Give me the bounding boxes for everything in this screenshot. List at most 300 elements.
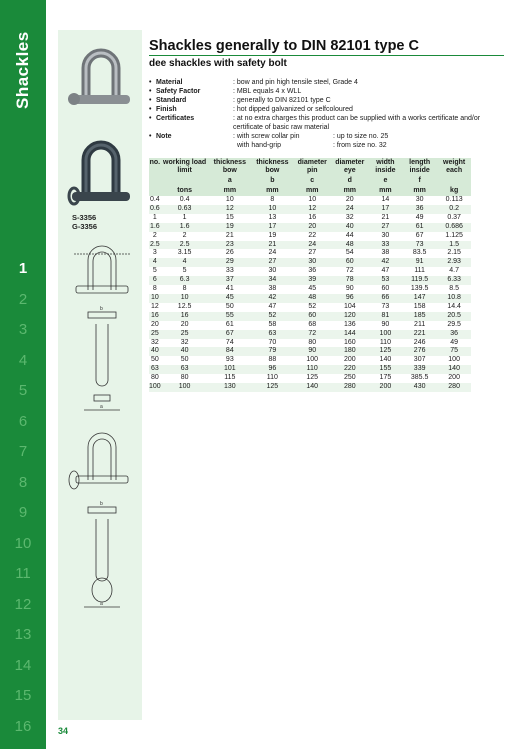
- spec-row: [149, 105, 509, 114]
- table-cell: 36: [308, 267, 317, 275]
- table-cell: 83.5: [412, 249, 427, 257]
- table-cell: 27: [308, 249, 317, 257]
- table-row: [149, 383, 471, 392]
- spec-value: : at no extra charges this product can be supplied with a works certificate and/or certificate of basic raw material: [233, 115, 481, 131]
- table-cell: 8.5: [449, 285, 459, 293]
- chapter-title: Shackles: [13, 31, 32, 109]
- table-headers-cell: no.: [149, 158, 161, 176]
- table-units-cell: [149, 186, 161, 196]
- table-cell: 80: [308, 338, 317, 346]
- spec-label: • Finish: [149, 105, 233, 114]
- table-cell: 0.4: [179, 196, 190, 203]
- table-cell: 221: [402, 330, 437, 339]
- table-cell: 61: [402, 223, 437, 232]
- table-cell: 84: [209, 347, 252, 356]
- table-cell: 75: [437, 347, 471, 356]
- chapter-number-16: 16: [14, 717, 32, 735]
- table-cell: 61: [225, 320, 234, 328]
- table-cell: 21: [251, 241, 294, 250]
- spec-list: [149, 78, 509, 150]
- table-cell: 4.7: [449, 267, 459, 275]
- table-cell: 13: [268, 213, 277, 221]
- table-row: [149, 196, 471, 205]
- table-row: [149, 214, 471, 223]
- table-cell: 8: [270, 196, 275, 203]
- table-cell: 70: [268, 338, 277, 346]
- table-cell: 119.5: [402, 276, 437, 285]
- table-cell: 246: [413, 338, 426, 346]
- table-cell: 147: [402, 294, 437, 303]
- table-row: [149, 241, 471, 250]
- spec-label: • Note: [149, 132, 233, 150]
- table-cell: 30: [268, 267, 277, 275]
- technical-drawing-hand-grip: [64, 425, 140, 615]
- table-cell: 0.4: [149, 196, 160, 203]
- table-cell: 81: [369, 312, 402, 321]
- table-cell: 10: [308, 196, 317, 203]
- table-cell: 27: [251, 258, 294, 267]
- table-cell: 140: [379, 356, 392, 364]
- table-cell: 30: [415, 196, 424, 203]
- table-cell: 93: [225, 356, 234, 364]
- table-cell: 14: [381, 196, 390, 203]
- table-cell: 200: [343, 356, 356, 364]
- table-cell: 40: [150, 347, 159, 355]
- chapter-number-3: 3: [18, 321, 28, 338]
- note-hand-grip: with hand-grip: [237, 142, 281, 149]
- table-cell: 23: [209, 241, 252, 250]
- table-cell: 130: [209, 383, 252, 392]
- dimension-label-b-2: b: [100, 501, 103, 507]
- spec-label: • Safety Factor: [149, 87, 233, 96]
- table-row: [149, 356, 471, 365]
- table-row: [149, 267, 471, 276]
- table-cell: 5: [182, 267, 187, 275]
- table-cell: 100: [149, 383, 161, 391]
- table-cell: 17: [369, 205, 402, 214]
- table-cell: 47: [268, 302, 277, 310]
- table-cell: 155: [369, 365, 402, 374]
- chapter-sidebar: [0, 0, 46, 749]
- table-headers-cell: weight each: [437, 158, 471, 176]
- table-cell: 30: [294, 258, 331, 267]
- table-cell: 38: [381, 249, 390, 257]
- table-headers-cell: diameter eye: [331, 158, 369, 176]
- table-cell: 100: [306, 356, 319, 364]
- table-cell: 175: [379, 374, 392, 382]
- table-cell: 3.15: [177, 249, 192, 257]
- table-cell: 36: [437, 330, 471, 339]
- table-cell: 339: [402, 365, 437, 374]
- table-cell: 38: [268, 285, 277, 293]
- table-cell: 125: [306, 374, 319, 382]
- table-cell: 32: [180, 338, 189, 346]
- table-cell: 211: [414, 320, 426, 328]
- table-cell: 20: [345, 196, 354, 203]
- note-screw-pin: : with screw collar pin: [233, 133, 300, 140]
- table-cell: 6: [149, 276, 161, 285]
- table-letter-row: [149, 176, 471, 186]
- table-cell: 0.113: [445, 196, 463, 203]
- table-cell: 144: [331, 330, 369, 339]
- table-row: [149, 223, 471, 232]
- shackle-photo-selfcoloured: [66, 132, 136, 212]
- spec-row-note: [149, 132, 509, 150]
- table-cell: 54: [345, 249, 354, 257]
- table-body: [149, 196, 471, 392]
- table-cell: 5: [152, 267, 157, 275]
- table-headers-cell: diameter pin: [294, 158, 331, 176]
- table-cell: 136: [343, 320, 356, 328]
- page-title: Shackles generally to DIN 82101 type C: [149, 38, 419, 54]
- table-units-cell: mm: [251, 186, 294, 196]
- chapter-number-14: 14: [14, 656, 32, 674]
- table-cell: 125: [369, 347, 402, 356]
- table-cell: 47: [381, 267, 390, 275]
- table-cell: 45: [209, 294, 252, 303]
- table-cell: 44: [345, 231, 354, 239]
- table-cell: 100: [448, 356, 460, 364]
- table-units-cell: kg: [437, 186, 471, 196]
- table-unit-row: [149, 186, 471, 196]
- table-cell: 139.5: [410, 285, 429, 293]
- table-cell: 140: [437, 365, 471, 374]
- table-cell: 12: [294, 205, 331, 214]
- table-cell: 48: [294, 294, 331, 303]
- table-row: [149, 294, 471, 303]
- table-cell: 1.125: [445, 231, 463, 239]
- table-cell: 63: [251, 330, 294, 339]
- table-cell: 12: [209, 205, 252, 214]
- table-cell: 29: [209, 258, 252, 267]
- table-cell: 2.93: [437, 258, 471, 267]
- table-cell: 17: [251, 223, 294, 232]
- table-cell: 430: [402, 383, 437, 392]
- table-cell: 72: [345, 267, 354, 275]
- table-cell: 8: [182, 285, 187, 293]
- table-cell: 42: [369, 258, 402, 267]
- shackle-photo-galvanized: [66, 40, 136, 110]
- table-cell: 125: [251, 383, 294, 392]
- table-cell: 32: [150, 338, 159, 346]
- table-cell: 0.2: [437, 205, 471, 214]
- spec-row: [149, 114, 509, 132]
- table-letters-cell: [437, 176, 471, 186]
- chapter-number-10: 10: [14, 534, 32, 552]
- table-cell: 2: [152, 231, 157, 239]
- table-headers-cell: working load limit: [161, 158, 209, 176]
- table-cell: 24: [268, 249, 277, 257]
- table-cell: 1.5: [437, 241, 471, 250]
- title-divider: [149, 55, 504, 56]
- note-hand-grip-size: : from size no. 32: [333, 142, 387, 149]
- technical-drawing-screw-pin: [64, 240, 140, 420]
- table-cell: 21: [225, 231, 234, 239]
- table-cell: 100: [161, 383, 209, 392]
- table-cell: 385.5: [410, 374, 429, 382]
- table-cell: 104: [343, 302, 356, 310]
- table-cell: 52: [251, 312, 294, 321]
- table-cell: 42: [251, 294, 294, 303]
- table-cell: 1.6: [149, 222, 160, 230]
- chapter-number-6: 6: [18, 412, 28, 430]
- table-cell: 36: [402, 205, 437, 214]
- spec-value: : hot dipped galvanized or selfcoloured: [233, 106, 353, 113]
- spec-value: : MBL equals 4 x WLL: [233, 88, 302, 95]
- table-letters-cell: c: [294, 176, 331, 186]
- table-cell: 80: [180, 374, 189, 382]
- table-cell: 63: [150, 365, 159, 373]
- table-cell: 90: [381, 320, 390, 328]
- table-cell: 2: [182, 231, 187, 239]
- table-cell: 40: [331, 223, 369, 232]
- table-cell: 6.33: [437, 276, 471, 285]
- table-letters-cell: f: [402, 176, 437, 186]
- note-screw-pin-size: : up to size no. 25: [333, 133, 389, 140]
- table-cell: 158: [413, 302, 426, 310]
- table-letters-cell: [161, 176, 209, 186]
- table-letters-cell: d: [331, 176, 369, 186]
- table-cell: 180: [331, 347, 369, 356]
- table-headers-cell: length inside: [402, 158, 437, 176]
- table-cell: 307: [413, 356, 426, 364]
- table-cell: 200: [448, 374, 460, 382]
- table-row: [149, 249, 471, 258]
- table-row: [149, 258, 471, 267]
- table-row: [149, 339, 471, 348]
- table-row: [149, 321, 471, 330]
- table-cell: 20: [180, 320, 189, 328]
- table-cell: 0.63: [161, 205, 209, 214]
- table-row: [149, 276, 471, 285]
- table-headers-cell: thickness bow: [251, 158, 294, 176]
- table-cell: 49: [415, 213, 424, 221]
- table-cell: 67: [209, 330, 252, 339]
- page-number: 34: [58, 726, 69, 736]
- chapter-number-1: 1: [18, 260, 28, 277]
- table-cell: 4: [149, 258, 161, 267]
- table-cell: 1: [152, 213, 157, 221]
- chapter-number-5: 5: [18, 382, 28, 399]
- table-cell: 91: [402, 258, 437, 267]
- table-cell: 74: [225, 338, 234, 346]
- table-cell: 110: [266, 374, 278, 382]
- chapter-number-13: 13: [14, 626, 32, 643]
- table-cell: 33: [225, 267, 234, 275]
- table-cell: 101: [209, 365, 252, 374]
- table-cell: 10.8: [437, 294, 471, 303]
- table-cell: 50: [150, 356, 159, 364]
- table-cell: 19: [209, 223, 252, 232]
- table-cell: 21: [381, 213, 390, 221]
- spec-row: [149, 87, 509, 96]
- dimension-label-a-2: a: [100, 601, 103, 607]
- table-cell: 10: [150, 293, 159, 301]
- table-cell: 39: [294, 276, 331, 285]
- table-cell: 280: [331, 383, 369, 392]
- product-code-selfcoloured: G-3356: [72, 222, 98, 231]
- chapter-number-8: 8: [18, 473, 28, 491]
- table-cell: 73: [381, 302, 390, 310]
- chapter-number-12: 12: [14, 595, 32, 613]
- table-cell: 120: [331, 312, 369, 321]
- table-cell: 66: [369, 294, 402, 303]
- spec-value: : bow and pin high tensile steel, Grade 4: [233, 79, 358, 86]
- table-cell: 115: [224, 374, 236, 382]
- table-cell: 2.15: [447, 249, 461, 257]
- table-row: [149, 374, 471, 383]
- spec-value: : generally to DIN 82101 type C: [233, 97, 331, 104]
- table-cell: 8: [152, 285, 157, 293]
- page-subtitle: dee shackles with safety bolt: [149, 58, 287, 69]
- table-cell: 41: [225, 285, 234, 293]
- table-cell: 1.6: [161, 223, 209, 232]
- table-cell: 68: [308, 320, 317, 328]
- table-cell: 67: [415, 231, 424, 239]
- table-cell: 26: [225, 249, 234, 257]
- table-cell: 60: [294, 312, 331, 321]
- table-row: [149, 347, 471, 356]
- table-cell: 53: [369, 276, 402, 285]
- table-units-cell: mm: [294, 186, 331, 196]
- table-cell: 88: [268, 356, 277, 364]
- table-cell: 0.37: [447, 213, 461, 221]
- table-row: [149, 312, 471, 321]
- table-cell: 55: [209, 312, 252, 321]
- table-cell: 50: [225, 302, 234, 310]
- table-cell: 276: [402, 347, 437, 356]
- table-cell: 48: [331, 241, 369, 250]
- product-code-galvanized: S-3356: [72, 213, 97, 222]
- table-cell: 40: [161, 347, 209, 356]
- table-cell: 185: [402, 312, 437, 321]
- table-row: [149, 205, 471, 214]
- table-cell: 90: [294, 347, 331, 356]
- table-letters-cell: [149, 176, 161, 186]
- table-cell: 52: [308, 302, 317, 310]
- table-cell: 25: [161, 330, 209, 339]
- table-row: [149, 303, 471, 312]
- chapter-number-4: 4: [18, 351, 28, 369]
- table-header-row: [149, 158, 471, 176]
- table-cell: 73: [402, 241, 437, 250]
- table-letters-cell: a: [209, 176, 252, 186]
- table-letters-cell: e: [369, 176, 402, 186]
- table-units-cell: tons: [161, 186, 209, 196]
- table-cell: 60: [381, 285, 390, 293]
- table-cell: 63: [161, 365, 209, 374]
- table-cell: 58: [268, 320, 277, 328]
- dimension-label-b: b: [100, 306, 103, 312]
- table-cell: 0.686: [437, 223, 471, 232]
- table-cell: 27: [369, 223, 402, 232]
- table-cell: 22: [308, 231, 317, 239]
- table-cell: 49: [450, 338, 459, 346]
- spec-row: [149, 78, 509, 87]
- table-cell: 6.3: [161, 276, 209, 285]
- chapter-number-11: 11: [15, 565, 31, 582]
- table-cell: 111: [414, 267, 425, 275]
- table-cell: 0.6: [149, 204, 160, 212]
- table-cell: 29.5: [447, 320, 461, 328]
- spec-label: • Certificates: [149, 114, 233, 132]
- table-cell: 25: [150, 329, 159, 337]
- table-cell: 20: [150, 320, 159, 328]
- table-row: [149, 365, 471, 374]
- table-cell: 24: [294, 241, 331, 250]
- table-cell: 2.5: [161, 241, 209, 250]
- table-cell: 10: [251, 205, 294, 214]
- table-cell: 16: [308, 213, 317, 221]
- table-cell: 4: [161, 258, 209, 267]
- table-cell: 37: [209, 276, 252, 285]
- table-units-cell: mm: [331, 186, 369, 196]
- table-row: [149, 232, 471, 241]
- table-units-cell: mm: [402, 186, 437, 196]
- table-cell: 1: [182, 213, 187, 221]
- table-cell: 60: [331, 258, 369, 267]
- spec-label: • Standard: [149, 96, 233, 105]
- chapter-number-9: 9: [18, 504, 28, 521]
- table-cell: 50: [180, 356, 189, 364]
- table-cell: 34: [251, 276, 294, 285]
- table-cell: 19: [268, 231, 277, 239]
- table-cell: 24: [331, 205, 369, 214]
- table-cell: 110: [379, 338, 391, 346]
- table-cell: 200: [369, 383, 402, 392]
- table-cell: 2.5: [149, 240, 160, 248]
- table-cell: 33: [369, 241, 402, 250]
- spec-row: [149, 96, 509, 105]
- table-row: [149, 285, 471, 294]
- table-cell: 96: [331, 294, 369, 303]
- table-cell: 14.4: [447, 302, 461, 310]
- table-cell: 96: [251, 365, 294, 374]
- table-cell: 78: [331, 276, 369, 285]
- table-cell: 280: [437, 383, 471, 392]
- table-cell: 250: [343, 374, 356, 382]
- table-cell: 12.5: [177, 302, 192, 310]
- table-cell: 79: [251, 347, 294, 356]
- table-cell: 16: [161, 312, 209, 321]
- table-cell: 10: [161, 294, 209, 303]
- spec-label: • Material: [149, 78, 233, 87]
- table-cell: 72: [294, 330, 331, 339]
- table-cell: 12: [150, 302, 159, 310]
- dimension-label-a: a: [100, 404, 103, 410]
- table-headers-cell: width inside: [369, 158, 402, 176]
- dimension-table: [149, 158, 471, 392]
- table-letters-cell: b: [251, 176, 294, 186]
- table-units-cell: mm: [369, 186, 402, 196]
- table-cell: 90: [345, 285, 354, 293]
- table-cell: 32: [345, 213, 354, 221]
- table-cell: 3: [152, 249, 157, 257]
- table-cell: 220: [331, 365, 369, 374]
- table-cell: 20: [294, 223, 331, 232]
- table-cell: 80: [150, 374, 159, 382]
- table-cell: 140: [294, 383, 331, 392]
- table-cell: 45: [308, 285, 317, 293]
- chapter-number-15: 15: [14, 687, 32, 704]
- table-cell: 10: [225, 196, 234, 203]
- table-cell: 15: [225, 213, 234, 221]
- table-cell: 100: [369, 330, 402, 339]
- table-cell: 160: [343, 338, 356, 346]
- table-units-cell: mm: [209, 186, 252, 196]
- chapter-number-7: 7: [18, 443, 28, 460]
- table-headers-cell: thickness bow: [209, 158, 252, 176]
